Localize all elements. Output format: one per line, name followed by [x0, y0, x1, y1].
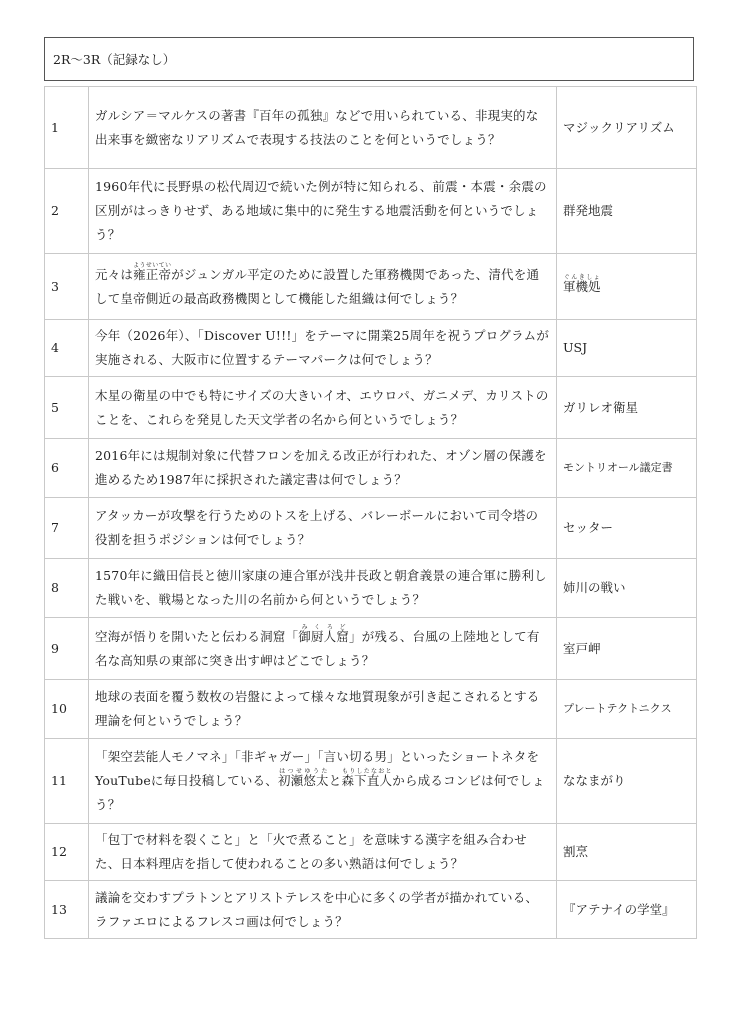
answer-text: セッター [557, 498, 697, 559]
question-text [89, 618, 557, 680]
table-row [45, 169, 697, 254]
question-number: 10 [45, 680, 89, 739]
round-header [44, 37, 694, 81]
ruby-base: 御厨人窟 [298, 628, 350, 644]
table-row [45, 87, 697, 169]
answer-text: 『アテナイの学堂』 [557, 881, 697, 939]
question-number: 4 [45, 320, 89, 377]
ruby-reading: みくろど [298, 623, 350, 631]
answer-base: 軍機処 [563, 278, 601, 294]
question-text [89, 739, 557, 824]
question-number: 13 [45, 881, 89, 939]
question-text-part: 」が残る、台風の上陸地として有名な高知県の東部に突き出す岬はどこでしょう？ [95, 628, 540, 668]
table-row [45, 498, 697, 559]
question-number: 3 [45, 254, 89, 320]
question-number: 12 [45, 824, 89, 881]
ruby-base: 雍正帝 [133, 266, 172, 282]
answer-reading: ぐんきしょ [563, 273, 601, 281]
question-number: 2 [45, 169, 89, 254]
question-text: ガルシア＝マルケスの著書『百年の孤独』などで用いられている、非現実的な出来事を緻密なリアリズムで表現する技法のことを何というでしょう？ [89, 87, 557, 169]
answer-text: モントリオール議定書 [557, 439, 697, 498]
question-text-part: 空海が悟りを開いたと伝わる洞窟「 [95, 628, 299, 644]
question-text: 議論を交わすプラトンとアリストテレスを中心に多くの学者が描かれている、ラファエロによるフレスコ画は何でしょう？ [89, 881, 557, 939]
question-text-part: と [328, 773, 342, 788]
question-text-part: 元々は [95, 266, 134, 282]
question-number: 6 [45, 439, 89, 498]
question-text-part: 「架空芸能人モノマネ」「非ギャガー」「言い切る男」といったショートネタをYouTubeに毎日投稿している、 [95, 749, 540, 788]
furigana-term [277, 768, 329, 788]
question-text: 「包丁で材料を裂くこと」と「火で煮ること」を意味する漢字を組み合わせた、日本料理店を指して使われることの多い熟語は何でしょう？ [89, 824, 557, 881]
answer-text: ななまがり [557, 739, 697, 824]
table-row [45, 439, 697, 498]
furigana-term [133, 261, 172, 282]
answer-text: USJ [557, 320, 697, 377]
question-text: 木星の衛星の中でも特にサイズの大きいイオ、エウロパ、ガニメデ、カリストのことを、これらを発見した天文学者の名から何というでしょう？ [89, 377, 557, 439]
table-row [45, 680, 697, 739]
round-title: 2R～3R（記録なし） [53, 52, 176, 67]
question-text [89, 254, 557, 320]
question-number: 7 [45, 498, 89, 559]
furigana-term [298, 623, 350, 644]
table-row [45, 618, 697, 680]
question-text: 2016年には規制対象に代替フロンを加える改正が行われた、オゾン層の保護を進めるため1987年に採択された議定書は何でしょう？ [89, 439, 557, 498]
question-text: 1570年に織田信長と徳川家康の連合軍が浅井長政と朝倉義景の連合軍に勝利した戦いを、戦場となった川の名前から何というでしょう？ [89, 559, 557, 618]
ruby-base: 森下直人 [341, 773, 393, 788]
question-number: 8 [45, 559, 89, 618]
question-text-part: がジュンガル平定のために設置した軍務機関であった、清代を通して皇帝側近の最高政務機関として機能した組織は何でしょう？ [95, 266, 540, 306]
question-number: 9 [45, 618, 89, 680]
question-table [44, 86, 697, 939]
table-row [45, 881, 697, 939]
ruby-reading: ようせいてい [133, 261, 172, 269]
question-text: 地球の表面を覆う数枚の岩盤によって様々な地質現象が引き起こされるとする理論を何というでしょう？ [89, 680, 557, 739]
furigana-term [341, 768, 393, 788]
table-row [45, 377, 697, 439]
question-text: 1960年代に長野県の松代周辺で続いた例が特に知られる、前震・本震・余震の区別がはっきりせず、ある地域に集中的に発生する地震活動を何というでしょう？ [89, 169, 557, 254]
table-row [45, 824, 697, 881]
table-row [45, 320, 697, 377]
question-number: 5 [45, 377, 89, 439]
question-text-part: から成るコンビは何でしょう？ [95, 773, 545, 812]
answer-text: 割烹 [557, 824, 697, 881]
answer-text: 群発地震 [557, 169, 697, 254]
table-row [45, 559, 697, 618]
answer-text [557, 254, 697, 320]
question-text: 今年（2026年）、「Discover U!!!」をテーマに開業25周年を祝うプログラムが実施される、大阪市に位置するテーマパークは何でしょう？ [89, 320, 557, 377]
answer-text: マジックリアリズム [557, 87, 697, 169]
answer-text: ガリレオ衛星 [557, 377, 697, 439]
answer-text: 姉川の戦い [557, 559, 697, 618]
table-row [45, 254, 697, 320]
ruby-reading: もりしたなおと [341, 768, 393, 775]
answer-text: 室戸岬 [557, 618, 697, 680]
table-row [45, 739, 697, 824]
question-number: 1 [45, 87, 89, 169]
ruby-base: 初瀬悠太 [277, 773, 329, 788]
ruby-reading: はつせゆうた [277, 768, 329, 775]
answer-text: プレートテクトニクス [557, 680, 697, 739]
answer-furigana [563, 273, 601, 294]
question-number: 11 [45, 739, 89, 824]
question-text: アタッカーが攻撃を行うためのトスを上げる、バレーボールにおいて司令塔の役割を担うポジションは何でしょう？ [89, 498, 557, 559]
